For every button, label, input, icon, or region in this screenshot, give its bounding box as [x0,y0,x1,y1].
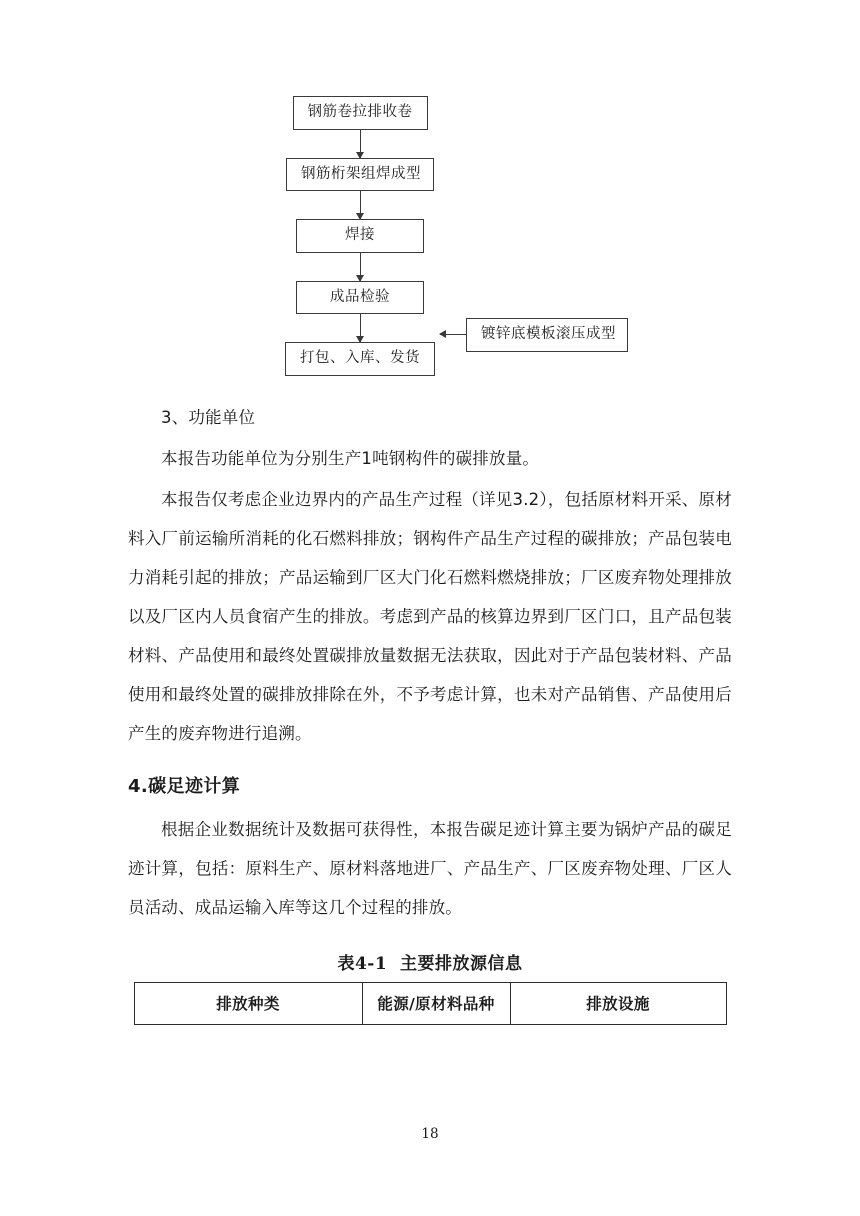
flowchart-connector-4 [296,314,424,342]
flowchart-node-row [296,96,424,130]
connector-line [360,314,361,342]
table-header-row [134,983,726,1025]
table-header-energy-material: 能源/原材料品种 [362,983,510,1025]
arrow-left-icon [440,334,466,335]
flowchart-node-3: 焊接 [296,219,424,253]
flowchart-node-row [296,158,424,192]
section-3-title: 3、功能单位 [161,408,256,427]
paragraph-functional-unit: 本报告功能单位为分别生产1吨钢构件的碳排放量。 [161,449,540,468]
heading-carbon-footprint-calculation: 4.碳足迹计算 [128,776,241,797]
document-body [128,398,732,1025]
flowchart-node-row [296,342,424,376]
flowchart-side-branch [440,318,628,352]
flowchart-main-column [296,96,424,376]
flowchart-node-row [296,219,424,253]
table-caption-label: 表 [337,954,355,974]
table-caption [128,949,732,974]
flowchart-connector-3 [296,253,424,281]
flowchart-connector-1 [296,130,424,158]
table-caption-title: 主要排放源信息 [400,954,523,974]
flowchart-node-2: 钢筋桁架组焊成型 [286,158,434,192]
connector-line [360,253,361,281]
flowchart-node-5: 打包、入库、发货 [285,342,435,376]
emission-source-table [134,982,727,1025]
flowchart-node-4: 成品检验 [296,281,424,315]
flowchart-node-1: 钢筋卷拉排收卷 [293,96,428,130]
flowchart-side-node: 镀锌底模板滚压成型 [466,318,628,352]
flowchart-node-row [296,281,424,315]
table-caption-number: 4-1 [354,954,388,974]
table-header-emission-type: 排放种类 [134,983,362,1025]
flowchart-connector-2 [296,191,424,219]
page-number: 18 [421,1126,439,1142]
paragraph-system-boundary: 本报告仅考虑企业边界内的产品生产过程（详见3.2），包括原材料开采、原材料入厂前运输所消耗的化石燃料排放；钢构件产品生产过程的碳排放；产品包装电力消耗引起的排放；产品运输到厂区大门化石燃料燃烧排放；厂区废弃物处理排放以及厂区内人员食宿产生的排放。考虑到产品的核算边界到厂区门口，且产品包装材料、产品使用和最终处置碳排放量数据无法获取，因此对于产品包装材料、产品使用和最终处置的碳排放排除在外，不予考虑计算，也未对产品销售、产品使用后产生的废弃物进行追溯。 [128,490,732,743]
table-header-emission-facility: 排放设施 [510,983,726,1025]
connector-line [360,191,361,219]
connector-line [360,130,361,158]
paragraph-calculation-scope: 根据企业数据统计及数据可获得性，本报告碳足迹计算主要为锅炉产品的碳足迹计算，包括：原料生产、原材料落地进厂、产品生产、厂区废弃物处理、厂区人员活动、成品运输入库等这几个过程的排放。 [128,820,732,917]
